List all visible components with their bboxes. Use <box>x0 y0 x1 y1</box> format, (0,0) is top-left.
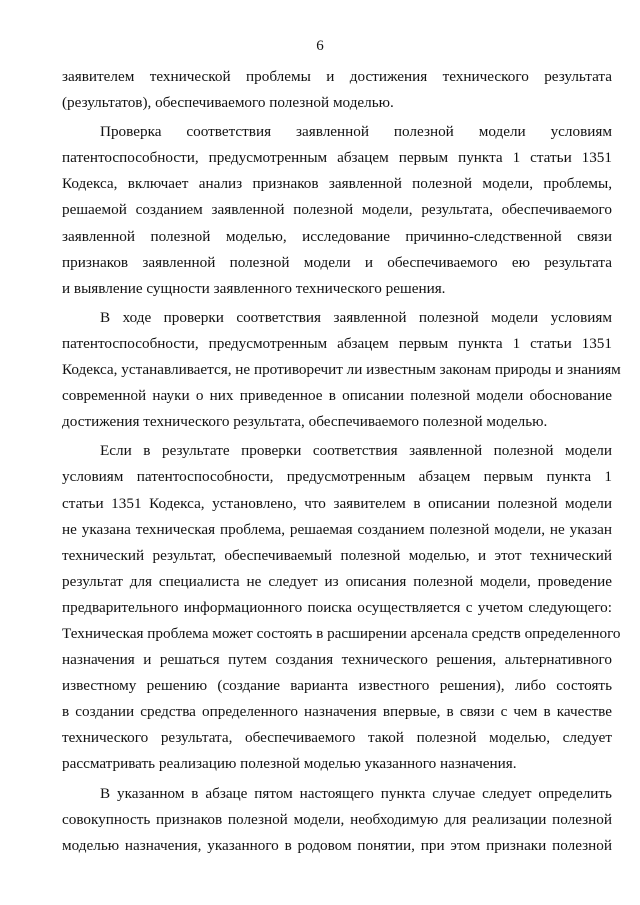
text-line: предварительного информационного поиска осуществляется с учетом следующего: <box>62 598 612 616</box>
text-line: в создании средства определенного назначения впервые, в связи с чем в качестве <box>62 703 612 721</box>
text-line: Проверка соответствия заявленной полезной модели условиям <box>100 123 612 141</box>
paragraph <box>62 781 612 859</box>
paragraph <box>62 305 621 435</box>
text-line: статьи 1351 Кодекса, установлено, что заявителем в описании полезной модели <box>62 494 612 512</box>
text-line: В указанном в абзаце пятом настоящего пункта случае следует определить <box>100 784 612 802</box>
paragraph <box>62 119 612 302</box>
text-line: технический результат, обеспечиваемый полезной моделью, и этот технический <box>62 546 612 564</box>
text-line: патентоспособности, предусмотренным абзацем первым пункта 1 статьи 1351 <box>62 149 612 167</box>
text-line: заявленной полезной моделью, исследование причинно-следственной связи <box>62 227 612 245</box>
text-line: Техническая проблема может состоять в расширении арсенала средств определенного <box>62 624 621 642</box>
text-line: не указана техническая проблема, решаемая созданием полезной модели, не указан <box>62 520 612 538</box>
text-line: решаемой созданием заявленной полезной модели, результата, обеспечиваемого <box>62 201 612 219</box>
paragraph <box>62 438 621 777</box>
text-line: признаков заявленной полезной модели и обеспечиваемого ею результата <box>62 253 612 271</box>
page-number: 6 <box>316 38 324 54</box>
text-line: В ходе проверки соответствия заявленной полезной модели условиям <box>100 308 612 326</box>
text-line: (результатов), обеспечиваемого полезной моделью. <box>62 94 394 112</box>
paragraph <box>62 64 612 116</box>
text-line: рассматривать реализацию полезной моделью указанного назначения. <box>62 755 517 773</box>
text-line: патентоспособности, предусмотренным абзацем первым пункта 1 статьи 1351 <box>62 334 612 352</box>
text-line: моделью назначения, указанного в родовом понятии, при этом признаки полезной <box>62 836 612 854</box>
text-line: Кодекса, устанавливается, не противоречит ли известным законам природы и знаниям <box>62 361 621 379</box>
text-line: Кодекса, включает анализ признаков заявленной полезной модели, проблемы, <box>62 175 612 193</box>
text-line: Если в результате проверки соответствия заявленной полезной модели <box>100 442 612 460</box>
text-line: и выявление сущности заявленного технического решения. <box>62 279 446 297</box>
text-line: заявителем технической проблемы и достижения технического результата <box>62 68 612 85</box>
text-line: назначения и решаться путем создания технического решения, альтернативного <box>62 651 612 669</box>
text-line: условиям патентоспособности, предусмотренным абзацем первым пункта 1 <box>62 468 612 486</box>
text-line: результат для специалиста не следует из описания полезной модели, проведение <box>62 572 612 590</box>
text-line: достижения технического результата, обеспечиваемого полезной моделью. <box>62 413 548 431</box>
text-line: современной науки о них приведенное в описании полезной модели обоснование <box>62 387 612 405</box>
document-body <box>62 64 621 859</box>
text-line: технического результата, обеспечиваемого такой полезной моделью, следует <box>62 729 612 747</box>
text-line: известному решению (создание варианта известного решения), либо состоять <box>62 677 612 695</box>
text-line: совокупность признаков полезной модели, необходимую для реализации полезной <box>62 810 612 828</box>
